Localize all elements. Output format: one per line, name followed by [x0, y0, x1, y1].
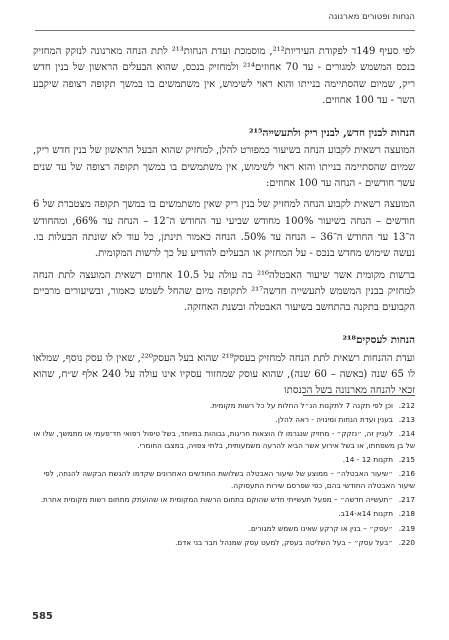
footnote-number: 220.: [398, 537, 415, 547]
footnote-number: 214.: [398, 429, 415, 439]
footnote-text: תקנות 12 - 14.: [342, 455, 393, 465]
footnote-text: בענין ועדת הנחות ומינויה - ראה להלן.: [275, 415, 393, 425]
footnote-number: 216.: [398, 469, 415, 479]
heading-businesses: הנחות לעסקים²¹⁸: [342, 334, 415, 347]
footnote: [33, 454, 415, 466]
footnote-text: תקנות 14א-14ב.: [338, 509, 393, 519]
footnote: [33, 537, 415, 549]
paragraph-empty-building: המועצה רשאית לקבוע הנחה למחזיק של בנין ריק שאין משתמשים בו במשך תקופה מצטברת של 6 חודשים – הנחה בשיעור 100% מחודש שביעי עד החודש ה־12 – הנחה עד 66%, ומהחודש ה־13 עד החודש ה־36 – הנחה עד 50%. הנחה כאמור תינתן, כל עוד לא שונתה הבעלות בו. נעשה שימוש מחדש בנכס - על המחזיק או הבעלים להודיע על כך לרשות המקומית.: [33, 199, 416, 260]
footnote: [33, 494, 415, 506]
footnote-text: וכן לפי תקנה 7 לתקנות הנ״ל החלות על כל רשות מקומית.: [209, 401, 393, 410]
footnote: [33, 523, 415, 535]
footnote-number: 218.: [398, 509, 415, 519]
heading-new-building: הנחות לבנין חדש, לבנין ריק ולתעשייה²¹⁵: [249, 127, 415, 140]
footnote: [33, 508, 415, 520]
header-rule: [35, 30, 415, 31]
footnotes: [33, 400, 415, 551]
footnote: [33, 400, 415, 412]
paragraph-industry: ברשות מקומית אשר שיעור האבטלה²¹⁶ בה עולה על 10.5 אחוזים רשאית המועצה לתת הנחה למחזיק בבנין המשמש לתעשייה חדשה²¹⁷ לתקופה מיום שהחל לשמש כאמור, ובשיעורים מרביים הקבועים בתקנה בהתחשב בשיעור האבטלה ובשנת האחזקה.: [33, 269, 415, 314]
main-text: [33, 44, 415, 405]
footnote-number: 213.: [398, 415, 415, 425]
footnote-number: 215.: [398, 455, 415, 465]
footnote-text: ״תעשייה חדשה״ – מפעל תעשייתי חדש שהוקם בתחום הרשות המקומית או שהועתק מתחום רשות מקומית אחרת.: [40, 495, 393, 505]
paragraph-businesses: ועדת ההנחות רשאית לתת הנחה למחזיק בעסק²¹⁹ שהוא בעל העסק²²⁰, שאין לו עסק נוסף, שמלאו לו 65 שנה (באשה – 60 שנה), שהוא עוסק שמחזור עסקיו אינו עולה על 240 אלף ש״ח, שהוא זכאי להנחה מארנונה בשל הכנסתו: [33, 352, 416, 397]
footnote: [33, 428, 415, 451]
paragraph-new-building: המועצה רשאית לקבוע הנחה בשיעור כמפורט להלן, למחזיק שהוא הבעל הראשון של בנין חדש ריק, שמיום שהסתיימה בנייתו והוא ראוי לשימוש, אין משתמשים בו במשך תקופה רצופה של עד שנים עשר חודשים - הנחה עד 100 אחוזים:: [33, 145, 415, 190]
footnote-number: 217.: [398, 495, 415, 505]
footnote: [33, 414, 415, 426]
footnote: [33, 468, 415, 491]
paragraph-intro: לפי סעיף 149ד לפקודת העיריות²¹², מוסמכת ועדת הנחות²¹³ לתת הנחה מארנונה לנזקק המחזיק בנכס המשמש למגורים - עד 70 אחוזים²¹⁴ ולמחזיק בנכס, שהוא הבעלים הראשון של בנין חדש ריק, שמיום שהסתיימה בנייתו והוא ראוי לשימוש, אין משתמשים בו במשך תקופה רצופה שיקבע השר - עד 100 אחוזים.: [33, 46, 416, 106]
footnote-text: ״בעל עסק״ – בעל השליטה בעסק, למעט עסק שמנהל חבר בני אדם.: [175, 537, 393, 547]
footnote-number: 212.: [398, 401, 415, 410]
footnote-text: לעניין זה, ״נזקק״ - מחזיק שנגרמו לו הוצאות חריגות, גבוהות במיוחד, בשל טיפול רפואי חד־פעמי או מתמשך, שלו או של בן משפחתו, או בשל אירוע אשר הביא להרעה משמעותית, בלתי צפויה, במצבו החומרי.: [33, 429, 415, 450]
footnote-number: 219.: [398, 523, 415, 533]
footnote-text: ״שיעור האבטלה״ – ממוצע של שיעור האבטלה בשלושת החודשים האחרונים שקדמו להגשת הבקשה להנחה, לפי שיעור האבטלה החודשי בהם, כפי שפרסם שירות התעסוקה.: [43, 469, 415, 490]
footnote-text: ״עסק״ – בנין או קרקע שאינו משמש למגורים.: [248, 523, 393, 533]
running-header: הנחות ופטורים מארנונה: [328, 12, 415, 22]
footnote-rule: [303, 395, 415, 396]
page-number: 585: [32, 611, 53, 622]
